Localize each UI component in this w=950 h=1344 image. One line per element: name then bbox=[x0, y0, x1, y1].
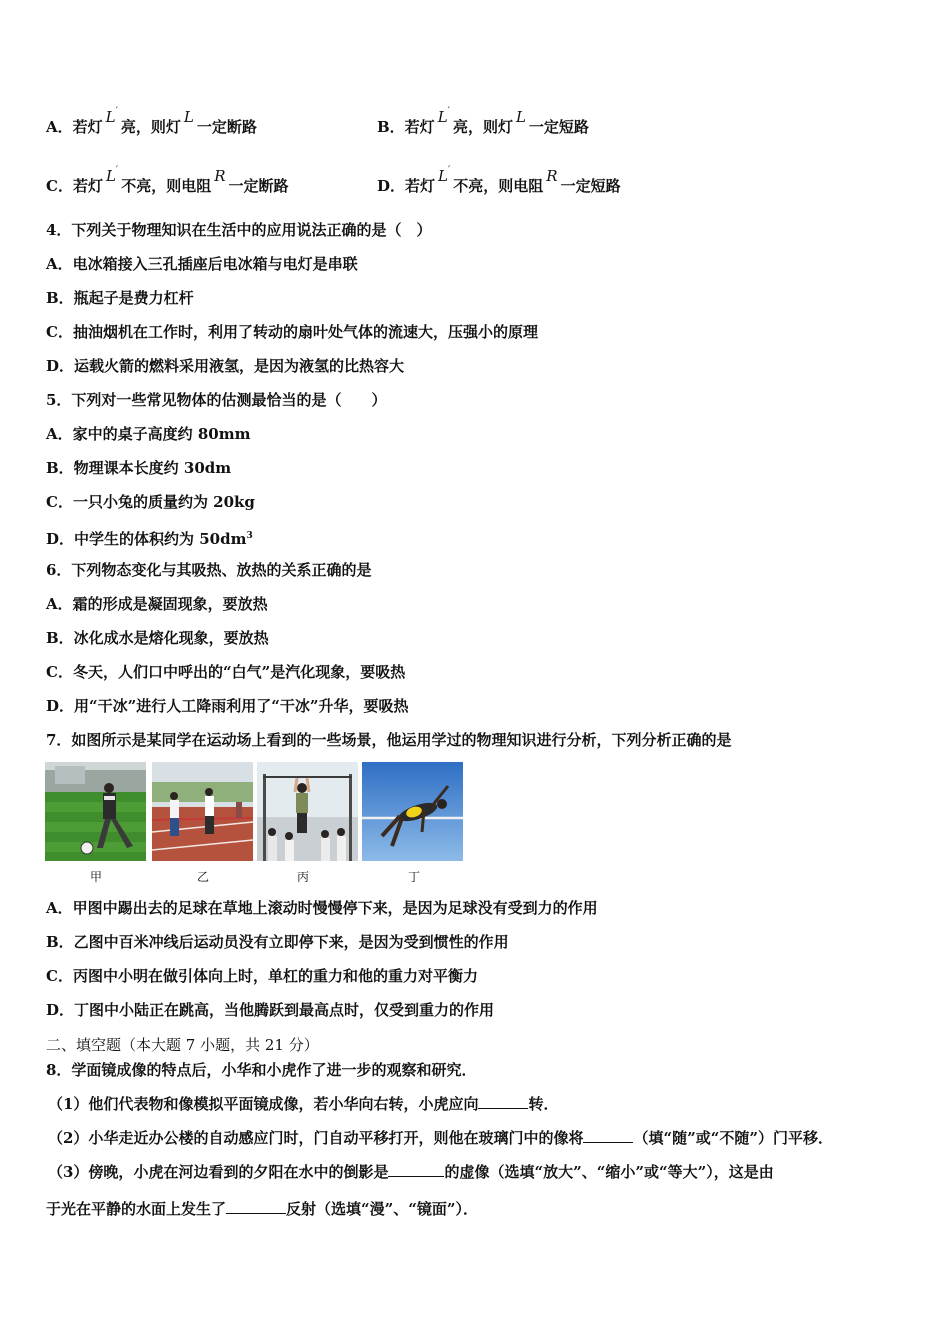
q6-option-d: D．用“干冰”进行人工降雨利用了“干冰”升华，要吸热 bbox=[46, 697, 409, 715]
q5-option-b: B．物理课本长度约 30dm bbox=[46, 459, 232, 477]
q7-option-d: D．丁图中小陆正在跳高，当他腾跃到最高点时，仅受到重力的作用 bbox=[46, 1001, 495, 1019]
photo-highjump bbox=[362, 762, 463, 861]
answer-blank[interactable] bbox=[388, 1162, 444, 1177]
lamp-symbol: L′ bbox=[105, 165, 119, 185]
option-text: 一定短路 bbox=[560, 177, 621, 195]
q3-option-d bbox=[377, 165, 621, 196]
lamp-symbol: L′ bbox=[438, 165, 451, 185]
q8-stem: 8．学面镜成像的特点后，小华和小虎作了进一步的观察和研究． bbox=[46, 1061, 477, 1079]
option-text: C．若灯 bbox=[46, 177, 103, 195]
lamp-symbol: L bbox=[515, 108, 526, 126]
option-text: 一定短路 bbox=[528, 118, 589, 136]
answer-blank[interactable] bbox=[478, 1094, 528, 1109]
option-text: 一定断路 bbox=[196, 118, 257, 136]
q5-stem: 5．下列对一些常见物体的估测最恰当的是（ ） bbox=[46, 391, 387, 409]
q4-option-a: A．电冰箱接入三孔插座后电冰箱与电灯是串联 bbox=[46, 255, 358, 273]
q8-sub2: （2）小华走近办公楼的自动感应门时，门自动平移打开，则他在玻璃门中的像将 （填“随”或“不随”）门平移． bbox=[48, 1129, 833, 1147]
photo-caption: 甲 bbox=[89, 870, 102, 884]
q7-option-b: B．乙图中百米冲线后运动员没有立即停下来，是因为受到惯性的作用 bbox=[46, 933, 509, 951]
photo-pullup bbox=[257, 762, 358, 861]
lamp-symbol: L bbox=[183, 108, 194, 126]
q3-option-c bbox=[46, 165, 289, 196]
option-text: 亮，则灯 bbox=[120, 118, 181, 136]
option-text: 一定断路 bbox=[228, 177, 289, 195]
q6-stem: 6．下列物态变化与其吸热、放热的关系正确的是 bbox=[46, 561, 372, 579]
option-text: B．若灯 bbox=[377, 118, 435, 136]
lamp-symbol: L′ bbox=[105, 106, 118, 126]
photo-sprint bbox=[152, 762, 253, 861]
option-text: 不亮，则电阻 bbox=[121, 177, 212, 195]
q7-stem: 7．如图所示是某同学在运动场上看到的一些场景，他运用学过的物理知识进行分析，下列分析正确的是 bbox=[46, 731, 732, 749]
q4-stem: 4．下列关于物理知识在生活中的应用说法正确的是（ ） bbox=[46, 221, 432, 239]
q3-option-a bbox=[46, 106, 257, 137]
q8-sub3-cont: 于光在平静的水面上发生了 反射（选填“漫”、“镜面”）． bbox=[46, 1200, 479, 1218]
option-text: A．若灯 bbox=[46, 118, 103, 136]
q7-option-a: A．甲图中踢出去的足球在草地上滚动时慢慢停下来，是因为足球没有受到力的作用 bbox=[46, 899, 598, 917]
option-text: 亮，则灯 bbox=[452, 118, 513, 136]
q7-option-c: C．丙图中小明在做引体向上时，单杠的重力和他的重力对平衡力 bbox=[46, 967, 478, 985]
q5-option-c: C．一只小兔的质量约为 20kg bbox=[46, 493, 255, 511]
q4-option-b: B．瓶起子是费力杠杆 bbox=[46, 289, 194, 307]
answer-blank[interactable] bbox=[583, 1128, 633, 1143]
resistor-symbol: R bbox=[546, 167, 558, 185]
photo-caption: 丁 bbox=[407, 870, 420, 884]
option-text: 不亮，则电阻 bbox=[453, 177, 544, 195]
resistor-symbol: R bbox=[214, 167, 226, 185]
q6-option-a: A．霜的形成是凝固现象，要放热 bbox=[46, 595, 268, 613]
photo-caption: 乙 bbox=[196, 870, 209, 884]
photo-caption: 丙 bbox=[296, 870, 309, 884]
q3-option-b bbox=[377, 106, 589, 137]
lamp-symbol: L′ bbox=[437, 106, 450, 126]
q6-option-b: B．冰化成水是熔化现象，要放热 bbox=[46, 629, 269, 647]
q6-option-c: C．冬天，人们口中呼出的“白气”是汽化现象，要吸热 bbox=[46, 663, 406, 681]
option-text: D．若灯 bbox=[377, 177, 436, 195]
photo-soccer bbox=[45, 762, 146, 861]
q4-option-c: C．抽油烟机在工作时，利用了转动的扇叶处气体的流速大，压强小的原理 bbox=[46, 323, 538, 341]
section-heading: 二、填空题（本大题 7 小题，共 21 分） bbox=[46, 1036, 319, 1054]
q5-option-d: D．中学生的体积约为 $50dm^3$ bbox=[46, 530, 253, 548]
q5-option-a: A．家中的桌子高度约 80mm bbox=[46, 425, 251, 443]
q8-sub3: （3）傍晚，小虎在河边看到的夕阳在水中的倒影是 的虚像（选填“放大”、“缩小”或“等大”），这是由 bbox=[48, 1163, 774, 1181]
answer-blank[interactable] bbox=[226, 1199, 286, 1214]
q4-option-d: D．运载火箭的燃料采用液氢，是因为液氢的比热容大 bbox=[46, 357, 405, 375]
q8-sub1: （1）他们代表物和像模拟平面镜成像，若小华向右转，小虎应向 转． bbox=[48, 1095, 559, 1113]
